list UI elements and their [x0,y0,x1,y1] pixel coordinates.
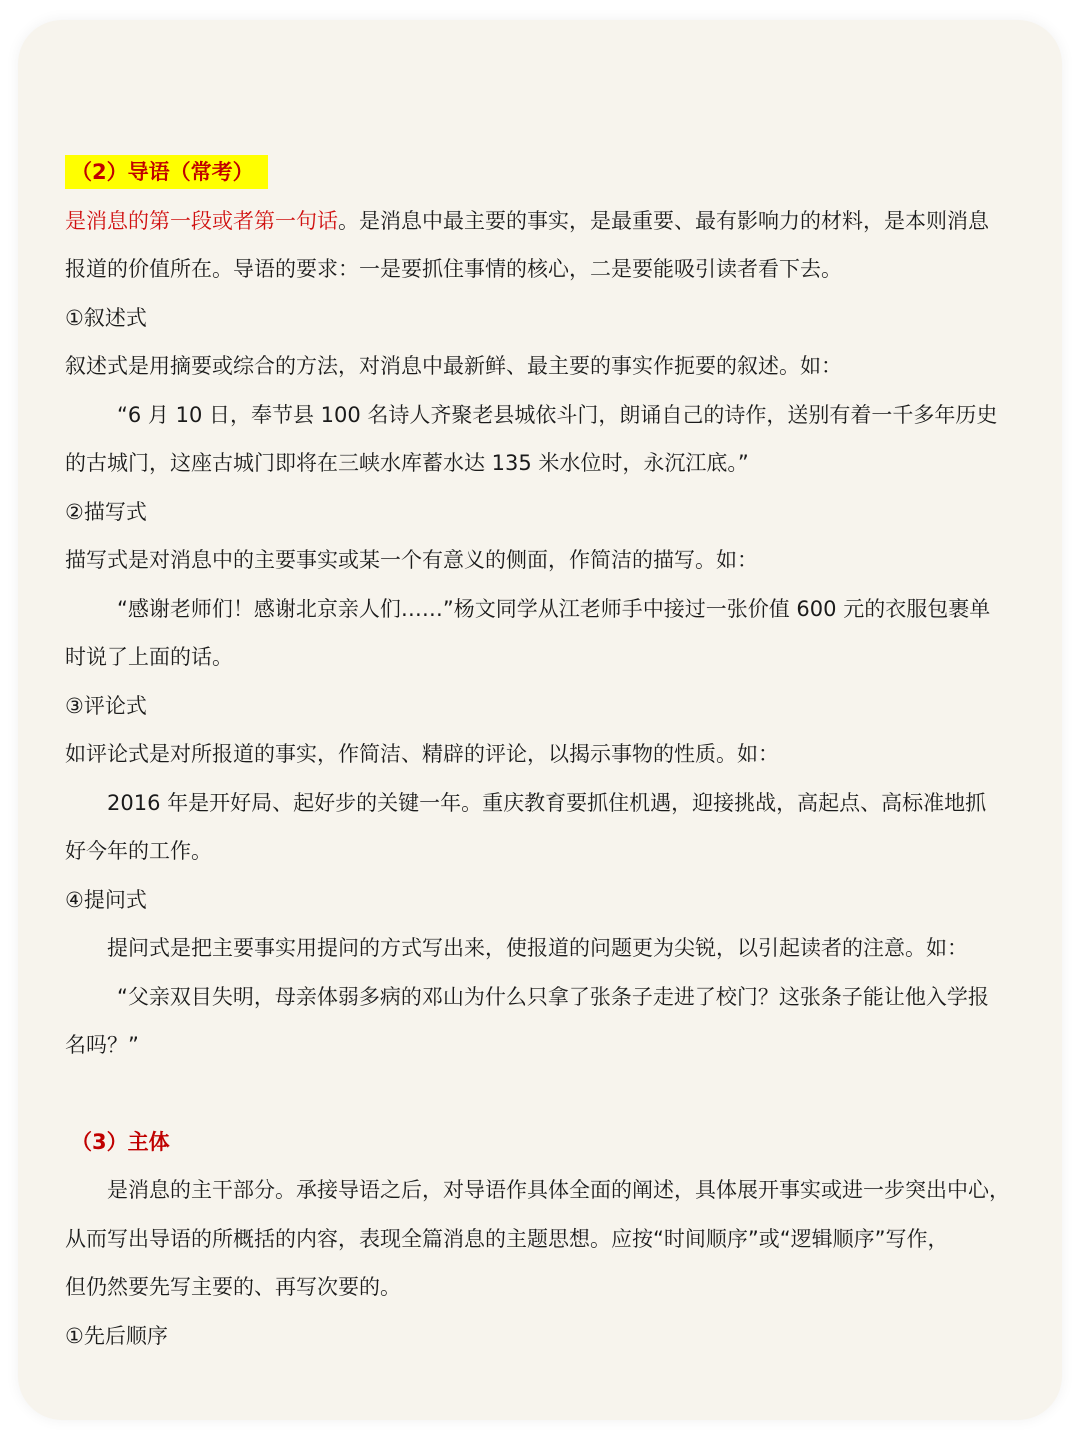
lead-type-description: 描写式是对消息中的主要事实或某一个有意义的侧面，作简洁的描写。如： [65,548,758,572]
heading-line-lead [65,148,1025,197]
lead-definition-line-1 [65,197,1025,246]
lead-type-title: ④提问式 [65,887,147,912]
section-heading-body: （3）主体 [71,1129,170,1154]
lead-type-title: ②描写式 [65,499,147,524]
lead-definition-line-2: 报道的价值所在。导语的要求：一是要抓住事情的核心，二是要能吸引读者看下去。 [65,257,842,281]
lead-type-example-line-2: 好今年的工作。 [65,839,212,863]
body-paragraph-line-2: 从而写出导语的所概括的内容，表现全篇消息的主题思想。应按“时间顺序”或“逻辑顺序”写作， [65,1226,949,1251]
document-content [65,148,1025,1360]
lead-definition-text: 。是消息中最主要的事实，是最重要、最有影响力的材料，是本则消息 [338,208,989,233]
document-page [18,20,1062,1420]
lead-type-example-line-2: 时说了上面的话。 [65,645,233,669]
lead-type-example-line-1: “感谢老师们！感谢北京亲人们……”杨文同学从江老师手中接过一张价值 600 元的衣服包裹单 [117,596,991,621]
lead-type-example-line-2: 的古城门，这座古城门即将在三峡水库蓄水达 135 米水位时，永沉江底。” [65,451,749,475]
lead-type-example-line-2: 名吗？” [65,1033,139,1057]
body-paragraph-line-1: 是消息的主干部分。承接导语之后，对导语作具体全面的阐述，具体展开事实或进一步突出中心， [107,1178,1010,1202]
lead-type-example-line-1: 2016 年是开好局、起好步的关键一年。重庆教育要抓住机遇，迎接挑战，高起点、高标准地抓 [107,790,987,815]
lead-type-title: ①叙述式 [65,305,147,330]
lead-type-example-line-1: “6 月 10 日，奉节县 100 名诗人齐聚老县城依斗门，朗诵自己的诗作，送别有着一千多年历史 [117,402,998,427]
lead-definition-highlight: 是消息的第一段或者第一句话 [65,208,338,233]
heading-line-body [65,1118,1025,1167]
lead-type-description: 叙述式是用摘要或综合的方法，对消息中最新鲜、最主要的事实作扼要的叙述。如： [65,354,842,378]
body-paragraph-line-3: 但仍然要先写主要的、再写次要的。 [65,1275,401,1299]
lead-type-example-line-1: “父亲双目失明，母亲体弱多病的邓山为什么只拿了张条子走进了校门？这张条子能让他入学报 [117,984,989,1009]
section-gap [65,1070,1025,1118]
lead-type-description: 提问式是把主要事实用提问的方式写出来，使报道的问题更为尖锐，以引起读者的注意。如： [107,936,968,960]
lead-type-title: ③评论式 [65,693,147,718]
body-subsection-title: ①先后顺序 [65,1323,168,1348]
lead-type-description: 如评论式是对所报道的事实，作简洁、精辟的评论，以揭示事物的性质。如： [65,742,779,766]
section-heading-lead: （2）导语（常考） [65,155,268,189]
